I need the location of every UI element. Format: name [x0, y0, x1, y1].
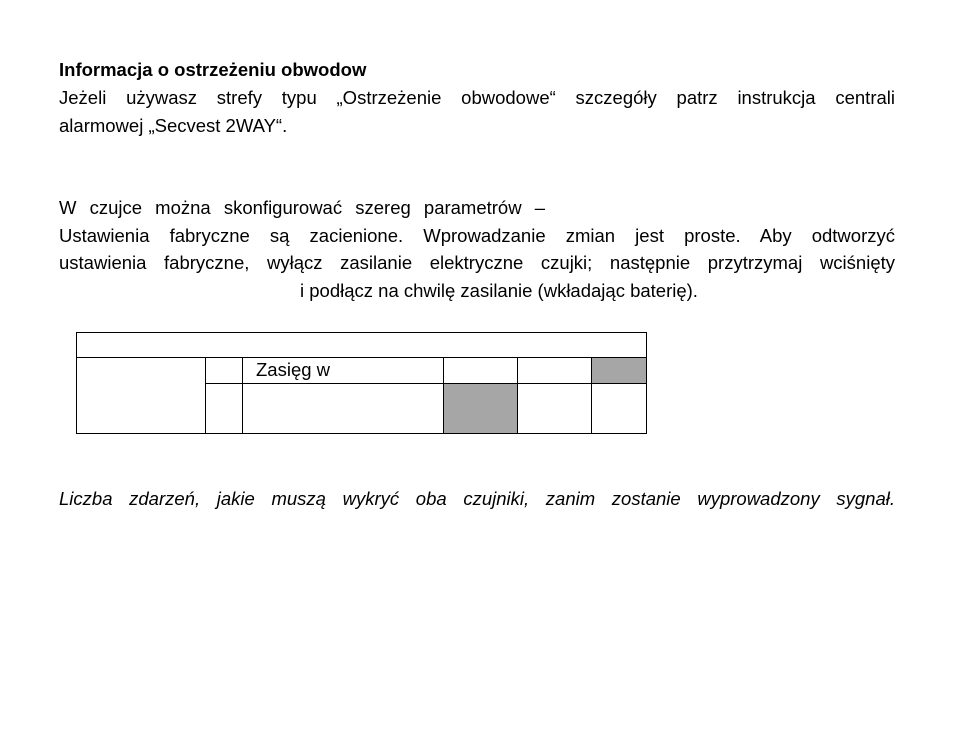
paragraph-2-line-3: ustawienia fabryczne, wyłącz zasilanie elektryczne czujki; następnie przytrzymaj wciśnięty — [59, 252, 895, 273]
table-cell — [444, 358, 518, 384]
table-cell-shaded-default — [444, 384, 518, 434]
table-caption: Liczba zdarzeń, jakie muszą wykryć oba czujniki, zanim zostanie wyprowadzony sygnał. — [59, 488, 895, 509]
paragraph-1-line-2: alarmowej „Secvest 2WAY“. — [59, 115, 288, 136]
paragraph-2-line-2: Ustawienia fabryczne są zacienione. Wprowadzanie zmian jest proste. Aby odtworzyć — [59, 225, 895, 246]
section-heading: Informacja o ostrzeżeniu obwodow — [59, 59, 367, 80]
table-cell — [518, 358, 592, 384]
table-cell-shaded-default — [592, 358, 647, 384]
table-cell-range-label: Zasięg w — [243, 358, 444, 384]
table-cell — [592, 384, 647, 434]
paragraph-2-line-1: W czujce można skonfigurować szereg parametrów – — [59, 197, 546, 218]
parameter-table — [76, 332, 647, 434]
table-header-cell — [77, 333, 647, 358]
table-cell — [518, 384, 592, 434]
table-cell — [206, 358, 243, 384]
paragraph-2-line-4: i podłącz na chwilę zasilanie (wkładając baterię). — [300, 280, 698, 301]
paragraph-1-line-1: Jeżeli używasz strefy typu „Ostrzeżenie obwodowe“ szczegóły patrz instrukcja centrali — [59, 87, 895, 108]
table-row-label-cell — [77, 358, 206, 434]
table-cell — [206, 384, 243, 434]
table-cell — [243, 384, 444, 434]
